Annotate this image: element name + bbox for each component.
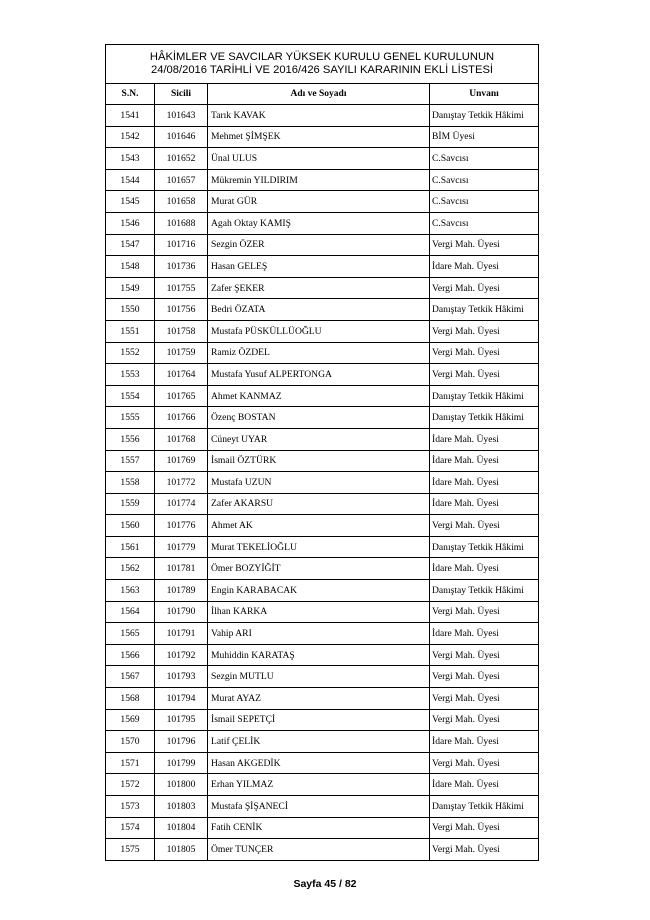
cell-sicil: 101772 bbox=[155, 472, 208, 494]
cell-title: Vergi Mah. Üyesi bbox=[430, 234, 539, 256]
cell-sn: 1541 bbox=[106, 105, 155, 127]
cell-name: Zafer AKARSU bbox=[208, 493, 430, 515]
table-row bbox=[106, 342, 539, 364]
cell-sn: 1568 bbox=[106, 688, 155, 710]
cell-name: İsmail SEPETÇİ bbox=[208, 709, 430, 731]
cell-sn: 1570 bbox=[106, 731, 155, 753]
cell-sn: 1571 bbox=[106, 752, 155, 774]
cell-title: Danıştay Tetkik Hâkimi bbox=[430, 385, 539, 407]
column-header-sicil: Sicili bbox=[155, 84, 208, 105]
table-row bbox=[106, 644, 539, 666]
cell-sn: 1562 bbox=[106, 558, 155, 580]
cell-title: Vergi Mah. Üyesi bbox=[430, 666, 539, 688]
table-row bbox=[106, 796, 539, 818]
cell-sicil: 101764 bbox=[155, 364, 208, 386]
cell-sicil: 101803 bbox=[155, 796, 208, 818]
cell-sicil: 101736 bbox=[155, 256, 208, 278]
cell-sn: 1555 bbox=[106, 407, 155, 429]
cell-sn: 1552 bbox=[106, 342, 155, 364]
cell-sicil: 101776 bbox=[155, 515, 208, 537]
cell-sn: 1569 bbox=[106, 709, 155, 731]
table-row bbox=[106, 277, 539, 299]
cell-title: Vergi Mah. Üyesi bbox=[430, 601, 539, 623]
cell-sn: 1547 bbox=[106, 234, 155, 256]
cell-name: Mustafa PÜSKÜLLÜOĞLU bbox=[208, 320, 430, 342]
table-row bbox=[106, 536, 539, 558]
cell-name: Vahip ARI bbox=[208, 623, 430, 645]
cell-title: Vergi Mah. Üyesi bbox=[430, 644, 539, 666]
cell-name: Mükremin YILDIRIM bbox=[208, 169, 430, 191]
table-row bbox=[106, 428, 539, 450]
column-header-sn: S.N. bbox=[106, 84, 155, 105]
cell-sicil: 101759 bbox=[155, 342, 208, 364]
cell-name: Agah Oktay KAMIŞ bbox=[208, 212, 430, 234]
cell-sicil: 101799 bbox=[155, 752, 208, 774]
cell-name: İlhan KARKA bbox=[208, 601, 430, 623]
cell-title: İdare Mah. Üyesi bbox=[430, 472, 539, 494]
table-row bbox=[106, 105, 539, 127]
cell-sicil: 101657 bbox=[155, 169, 208, 191]
cell-sicil: 101688 bbox=[155, 212, 208, 234]
cell-sicil: 101768 bbox=[155, 428, 208, 450]
cell-name: Mustafa Yusuf ALPERTONGA bbox=[208, 364, 430, 386]
cell-title: Danıştay Tetkik Hâkimi bbox=[430, 796, 539, 818]
cell-name: Ramiz ÖZDEL bbox=[208, 342, 430, 364]
cell-name: Engin KARABACAK bbox=[208, 580, 430, 602]
cell-sn: 1550 bbox=[106, 299, 155, 321]
cell-sn: 1560 bbox=[106, 515, 155, 537]
table-row bbox=[106, 472, 539, 494]
table-row bbox=[106, 817, 539, 839]
cell-sn: 1554 bbox=[106, 385, 155, 407]
cell-name: İsmail ÖZTÜRK bbox=[208, 450, 430, 472]
cell-sn: 1567 bbox=[106, 666, 155, 688]
cell-name: Bedri ÖZATA bbox=[208, 299, 430, 321]
cell-name: Ahmet AK bbox=[208, 515, 430, 537]
cell-title: Danıştay Tetkik Hâkimi bbox=[430, 407, 539, 429]
cell-title: İdare Mah. Üyesi bbox=[430, 774, 539, 796]
table-row bbox=[106, 126, 539, 148]
cell-name: Özenç BOSTAN bbox=[208, 407, 430, 429]
cell-name: Sezgin MUTLU bbox=[208, 666, 430, 688]
cell-sicil: 101804 bbox=[155, 817, 208, 839]
cell-sn: 1561 bbox=[106, 536, 155, 558]
cell-title: Vergi Mah. Üyesi bbox=[430, 688, 539, 710]
table-row bbox=[106, 515, 539, 537]
table-row bbox=[106, 191, 539, 213]
cell-name: Ömer TUNÇER bbox=[208, 839, 430, 861]
table-row bbox=[106, 212, 539, 234]
cell-sn: 1572 bbox=[106, 774, 155, 796]
cell-sn: 1564 bbox=[106, 601, 155, 623]
cell-sn: 1575 bbox=[106, 839, 155, 861]
cell-sn: 1542 bbox=[106, 126, 155, 148]
table-row bbox=[106, 839, 539, 861]
cell-name: Mehmet ŞİMŞEK bbox=[208, 126, 430, 148]
cell-sicil: 101766 bbox=[155, 407, 208, 429]
cell-name: Mustafa ŞİŞANECİ bbox=[208, 796, 430, 818]
cell-sicil: 101779 bbox=[155, 536, 208, 558]
cell-title: İdare Mah. Üyesi bbox=[430, 731, 539, 753]
cell-title: Vergi Mah. Üyesi bbox=[430, 752, 539, 774]
cell-title: İdare Mah. Üyesi bbox=[430, 428, 539, 450]
cell-sicil: 101796 bbox=[155, 731, 208, 753]
cell-sn: 1549 bbox=[106, 277, 155, 299]
cell-name: Murat GÜR bbox=[208, 191, 430, 213]
cell-sicil: 101793 bbox=[155, 666, 208, 688]
table-row bbox=[106, 774, 539, 796]
table-row bbox=[106, 450, 539, 472]
cell-name: Erhan YILMAZ bbox=[208, 774, 430, 796]
cell-name: Muhiddin KARATAŞ bbox=[208, 644, 430, 666]
title-line-2: 24/08/2016 TARİHLİ VE 2016/426 SAYILI KARARININ EKLİ LİSTESİ bbox=[151, 64, 494, 76]
cell-title: C.Savcısı bbox=[430, 212, 539, 234]
cell-sicil: 101658 bbox=[155, 191, 208, 213]
table-row bbox=[106, 407, 539, 429]
cell-title: İdare Mah. Üyesi bbox=[430, 450, 539, 472]
cell-title: İdare Mah. Üyesi bbox=[430, 256, 539, 278]
table-row bbox=[106, 493, 539, 515]
cell-title: İdare Mah. Üyesi bbox=[430, 558, 539, 580]
cell-title: Vergi Mah. Üyesi bbox=[430, 320, 539, 342]
cell-title: Vergi Mah. Üyesi bbox=[430, 342, 539, 364]
cell-sicil: 101795 bbox=[155, 709, 208, 731]
cell-sicil: 101769 bbox=[155, 450, 208, 472]
table-row bbox=[106, 580, 539, 602]
cell-title: Danıştay Tetkik Hâkimi bbox=[430, 536, 539, 558]
cell-sicil: 101716 bbox=[155, 234, 208, 256]
personnel-table bbox=[105, 44, 539, 861]
cell-name: Zafer ŞEKER bbox=[208, 277, 430, 299]
cell-sicil: 101765 bbox=[155, 385, 208, 407]
cell-sn: 1573 bbox=[106, 796, 155, 818]
cell-sicil: 101758 bbox=[155, 320, 208, 342]
cell-sicil: 101774 bbox=[155, 493, 208, 515]
cell-sicil: 101791 bbox=[155, 623, 208, 645]
cell-name: Tarık KAVAK bbox=[208, 105, 430, 127]
cell-title: Vergi Mah. Üyesi bbox=[430, 364, 539, 386]
table-row bbox=[106, 320, 539, 342]
title-line-1: HÂKİMLER VE SAVCILAR YÜKSEK KURULU GENEL KURULUNUN bbox=[149, 51, 495, 63]
cell-title: Danıştay Tetkik Hâkimi bbox=[430, 299, 539, 321]
table-row bbox=[106, 385, 539, 407]
cell-name: Cüneyt UYAR bbox=[208, 428, 430, 450]
table-row bbox=[106, 148, 539, 170]
document-title bbox=[106, 45, 539, 84]
cell-sn: 1558 bbox=[106, 472, 155, 494]
cell-name: Hasan AKGEDİK bbox=[208, 752, 430, 774]
cell-title: Vergi Mah. Üyesi bbox=[430, 817, 539, 839]
cell-title: C.Savcısı bbox=[430, 191, 539, 213]
cell-title: C.Savcısı bbox=[430, 169, 539, 191]
cell-sn: 1563 bbox=[106, 580, 155, 602]
cell-sn: 1545 bbox=[106, 191, 155, 213]
cell-sn: 1548 bbox=[106, 256, 155, 278]
table-row bbox=[106, 688, 539, 710]
cell-name: Sezgin ÖZER bbox=[208, 234, 430, 256]
table-row bbox=[106, 256, 539, 278]
table-row bbox=[106, 709, 539, 731]
cell-name: Murat TEKELİOĞLU bbox=[208, 536, 430, 558]
cell-title: Danıştay Tetkik Hâkimi bbox=[430, 105, 539, 127]
cell-sicil: 101756 bbox=[155, 299, 208, 321]
cell-sn: 1557 bbox=[106, 450, 155, 472]
cell-sicil: 101781 bbox=[155, 558, 208, 580]
table-row bbox=[106, 169, 539, 191]
cell-sicil: 101794 bbox=[155, 688, 208, 710]
cell-sn: 1556 bbox=[106, 428, 155, 450]
table-row bbox=[106, 299, 539, 321]
table-row bbox=[106, 558, 539, 580]
cell-name: Hasan GELEŞ bbox=[208, 256, 430, 278]
table-row bbox=[106, 234, 539, 256]
cell-sicil: 101790 bbox=[155, 601, 208, 623]
column-header-name: Adı ve Soyadı bbox=[208, 84, 430, 105]
cell-sicil: 101789 bbox=[155, 580, 208, 602]
table-header bbox=[106, 84, 539, 105]
table-row bbox=[106, 364, 539, 386]
cell-title: Vergi Mah. Üyesi bbox=[430, 277, 539, 299]
cell-name: Ünal ULUS bbox=[208, 148, 430, 170]
cell-title: Danıştay Tetkik Hâkimi bbox=[430, 580, 539, 602]
column-header-title: Unvanı bbox=[430, 84, 539, 105]
cell-sn: 1551 bbox=[106, 320, 155, 342]
cell-sn: 1566 bbox=[106, 644, 155, 666]
cell-sn: 1543 bbox=[106, 148, 155, 170]
cell-title: BİM Üyesi bbox=[430, 126, 539, 148]
table-row bbox=[106, 666, 539, 688]
cell-sicil: 101646 bbox=[155, 126, 208, 148]
cell-title: C.Savcısı bbox=[430, 148, 539, 170]
cell-title: İdare Mah. Üyesi bbox=[430, 493, 539, 515]
cell-name: Ahmet KANMAZ bbox=[208, 385, 430, 407]
cell-sn: 1574 bbox=[106, 817, 155, 839]
page-number: Sayfa 45 / 82 bbox=[293, 878, 357, 890]
table-row bbox=[106, 731, 539, 753]
cell-sn: 1565 bbox=[106, 623, 155, 645]
table-row bbox=[106, 752, 539, 774]
cell-title: Vergi Mah. Üyesi bbox=[430, 839, 539, 861]
cell-sicil: 101800 bbox=[155, 774, 208, 796]
cell-title: Vergi Mah. Üyesi bbox=[430, 709, 539, 731]
cell-sn: 1559 bbox=[106, 493, 155, 515]
cell-name: Latif ÇELİK bbox=[208, 731, 430, 753]
cell-sn: 1553 bbox=[106, 364, 155, 386]
cell-sicil: 101643 bbox=[155, 105, 208, 127]
cell-sicil: 101805 bbox=[155, 839, 208, 861]
cell-sn: 1544 bbox=[106, 169, 155, 191]
table-row bbox=[106, 601, 539, 623]
cell-name: Murat AYAZ bbox=[208, 688, 430, 710]
cell-name: Ömer BOZYİĞİT bbox=[208, 558, 430, 580]
cell-sn: 1546 bbox=[106, 212, 155, 234]
cell-title: İdare Mah. Üyesi bbox=[430, 623, 539, 645]
cell-sicil: 101652 bbox=[155, 148, 208, 170]
cell-sicil: 101755 bbox=[155, 277, 208, 299]
cell-name: Fatih CENİK bbox=[208, 817, 430, 839]
cell-name: Mustafa UZUN bbox=[208, 472, 430, 494]
table-row bbox=[106, 623, 539, 645]
cell-title: Vergi Mah. Üyesi bbox=[430, 515, 539, 537]
cell-sicil: 101792 bbox=[155, 644, 208, 666]
